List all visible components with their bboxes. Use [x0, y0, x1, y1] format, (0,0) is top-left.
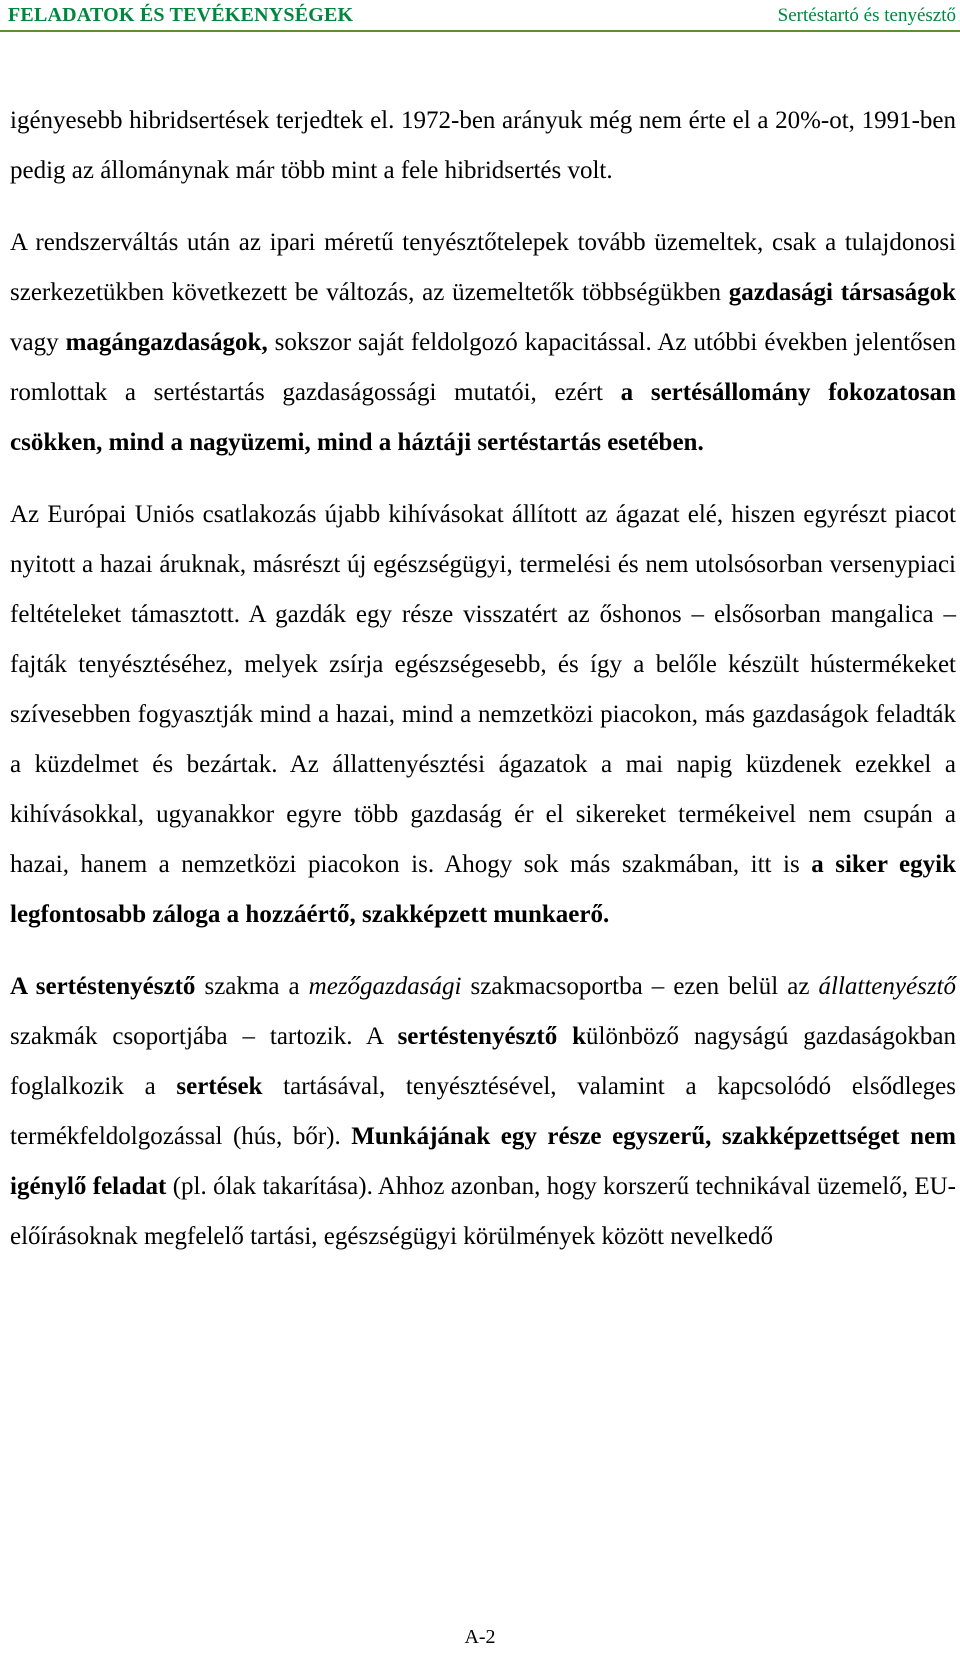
bold-text-run: magángazdaságok, [65, 329, 268, 356]
paragraph [10, 962, 956, 1262]
text-run: tartásával, tenyésztésével, valamint a kapcsolódó elsődleges termékfeldolgozással (hús, bőr). [10, 1073, 956, 1150]
text-run: szakmák csoportjába – tartozik. A [10, 1023, 398, 1050]
bold-text-run: a siker egyik legfontosabb záloga a hozzáértő, szakképzett munkaerő. [10, 851, 956, 928]
page-header [0, 2, 960, 32]
text-run: sokszor saját feldolgozó kapacitással. Az utóbbi években jelentősen romlottak a sertéstartás gazdaságossági mutatói, ezért [10, 329, 956, 406]
bold-text-run: A sertéstenyésztő [10, 973, 196, 1000]
bold-text-run: a sertésállomány fokozatosan csökken, mind a nagyüzemi, mind a háztáji sertéstartás esetében. [10, 379, 956, 456]
text-run: vagy [10, 329, 66, 356]
text-run: A rendszerváltás után az ipari méretű tenyésztőtelepek tovább üzemeltek, csak a tulajdonosi szerkezetükben következett be változás, az üzemeltetők többségükben [10, 229, 956, 306]
paragraph [10, 490, 956, 940]
header-document-title: Sertéstartó és tenyésztő [777, 5, 956, 26]
header-section-title: FELADATOK ÉS TEVÉKENYSÉGEK [8, 4, 354, 26]
bold-text-run: Munkájának egy része egyszerű, szakképzettséget nem igénylő feladat [10, 1123, 957, 1200]
paragraph [10, 218, 956, 468]
bold-text-run: sertések [176, 1073, 263, 1100]
bold-text-run: sertéstenyésztő k [397, 1023, 587, 1050]
text-run: (pl. ólak takarítása). Ahhoz azonban, hogy korszerű technikával üzemelő, EU-előírásoknak megfelelő tartási, egészségügyi körülmények között nevelkedő [10, 1173, 956, 1250]
text-run: szakmacsoportba – ezen belül az [461, 973, 819, 1000]
text-run: Az Európai Uniós csatlakozás újabb kihívásokat állított az ágazat elé, hiszen egyrészt piacot nyitott a hazai áruknak, másrészt új egészségügyi, termelési és nem utolsósorban versenypiaci feltételeket támasztott. A gazdák egy része visszatért az őshonos – elsősorban mangalica – fajták tenyésztéséhez, melyek zsírja egészségesebb, és így a belőle készült hústermékeket szívesebben fogyasztják mind a hazai, mind a nemzetközi piacokon, más gazdaságok feladták a küzdelmet és bezártak. Az állattenyésztési ágazatok a mai napig küzdenek ezekkel a kihívásokkal, ugyanakkor egyre több gazdaság ér el sikereket termékeivel nem csupán a hazai, hanem a nemzetközi piacokon is. Ahogy sok más szakmában, itt is [10, 501, 956, 878]
text-run: ülönböző nagyságú gazdaságokban foglalkozik a [10, 1023, 956, 1100]
text-run: igényesebb hibridsertések terjedtek el. 1972-ben arányuk még nem érte el a 20%-ot, 1991-ben pedig az állománynak már több mint a fele hibridsertés volt. [10, 107, 956, 184]
paragraph [10, 96, 956, 196]
text-run: szakma a [195, 973, 309, 1000]
page-number: A-2 [464, 1626, 496, 1648]
bold-text-run: gazdasági társaságok [728, 279, 956, 306]
italic-text-run: mezőgazdasági [308, 973, 462, 1000]
italic-text-run: állattenyésztő [818, 973, 956, 1000]
body-text [10, 96, 956, 1262]
